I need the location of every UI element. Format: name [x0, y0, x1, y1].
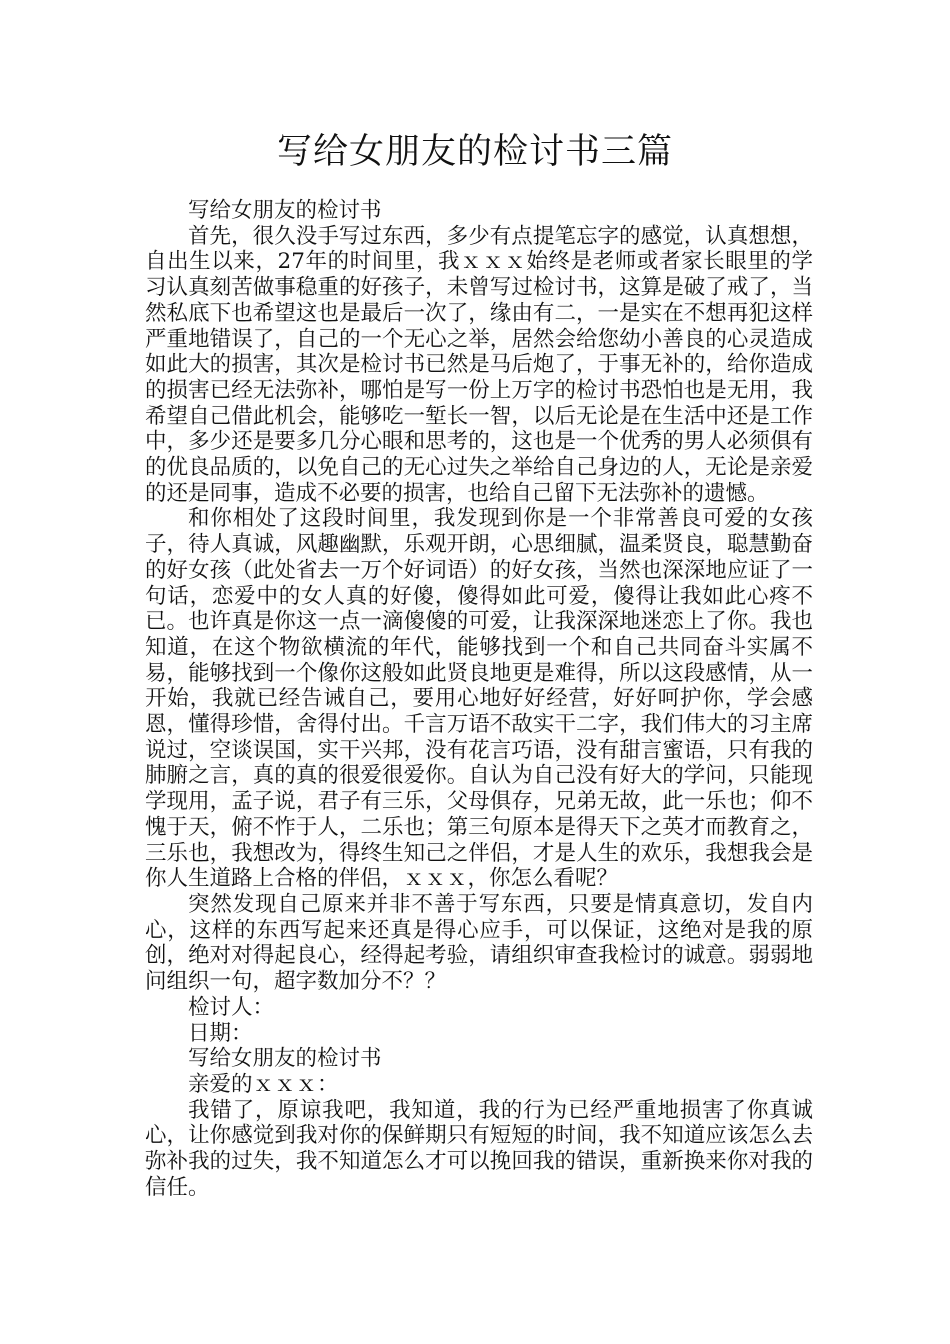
section-heading-2: 写给女朋友的检讨书 [188, 1046, 382, 1072]
paragraph-4: 我错了，原谅我吧，我知道，我的行为已经严重地损害了你真诚心，让你感觉到我对你的保鲜期只有短短的时间，我不知道应该怎么去弥补我的过失，我不知道怎么才可以挽回我的错误，重新换来你对我的信任。 [145, 1097, 813, 1200]
paragraph-3: 突然发现自己原来并非不善于写东西，只要是情真意切，发自内心，这样的东西写起来还真是得心应手，可以保证，这绝对是我的原创，绝对对得起良心，经得起考验，请组织审查我检讨的诚意。弱弱地问组织一句，超字数加分不？？ [145, 891, 813, 995]
signature-label: 检讨人： [188, 994, 275, 1020]
paragraph-2: 和你相处了这段时间里，我发现到你是一个非常善良可爱的女孩子，待人真诚，风趣幽默，乐观开朗，心思细腻，温柔贤良，聪慧勤奋的好女孩（此处省去一万个好词语）的好女孩，当然也深深地应证了一句话，恋爱中的女人真的好傻，傻得如此可爱，傻得让我如此心疼不已。也许真是你这一点一滴傻傻的可爱，让我深深地迷恋上了你。我也知道，在这个物欲横流的年代，能够找到一个和自己共同奋斗实属不易，能够找到一个像你这般如此贤良地更是难得，所以这段感情，从一开始，我就已经告诫自己，要用心地好好经营，好好呵护你，学会感恩，懂得珍惜，舍得付出。千言万语不敌实干二字，我们伟大的习主席说过，空谈误国，实干兴邦，没有花言巧语，没有甜言蜜语，只有我的肺腑之言，真的真的很爱很爱你。自认为自己没有好大的学问，只能现学现用，孟子说，君子有三乐，父母俱存，兄弟无故，此一乐也；仰不愧于天，俯不怍于人，二乐也；第三句原本是得天下之英才而教育之，三乐也，我想改为，得终生知己之伴侣，才是人生的欢乐，我想我会是你人生道路上合格的伴侣，ｘｘｘ，你怎么看呢？ [145, 506, 813, 892]
date-label: 日期： [188, 1020, 253, 1046]
document-body [145, 198, 813, 1200]
section-heading-1: 写给女朋友的检讨书 [188, 198, 382, 223]
salutation: 亲爱的ｘｘｘ： [188, 1071, 339, 1097]
paragraph-1: 首先，很久没手写过东西，多少有点提笔忘字的感觉，认真想想，自出生以来，27年的时间里，我ｘｘｘ始终是老师或者家长眼里的学习认真刻苦做事稳重的好孩子，未曾写过检讨书，这算是破了戒了，当然私底下也希望这也是最后一次了，缘由有二，一是实在不想再犯这样严重地错误了，自己的一个无心之举，居然会给您幼小善良的心灵造成如此大的损害，其次是检讨书已然是马后炮了，于事无补的，给你造成的损害已经无法弥补，哪怕是写一份上万字的检讨书恐怕也是无用，我希望自己借此机会，能够吃一堑长一智，以后无论是在生活中还是工作中，多少还是要多几分心眼和思考的，这也是一个优秀的男人必须俱有的优良品质的，以免自己的无心过失之举给自己身边的人，无论是亲爱的还是同事，造成不必要的损害，也给自己留下无法弥补的遗憾。 [145, 223, 813, 506]
document-title: 写给女朋友的检讨书三篇 [276, 132, 673, 172]
